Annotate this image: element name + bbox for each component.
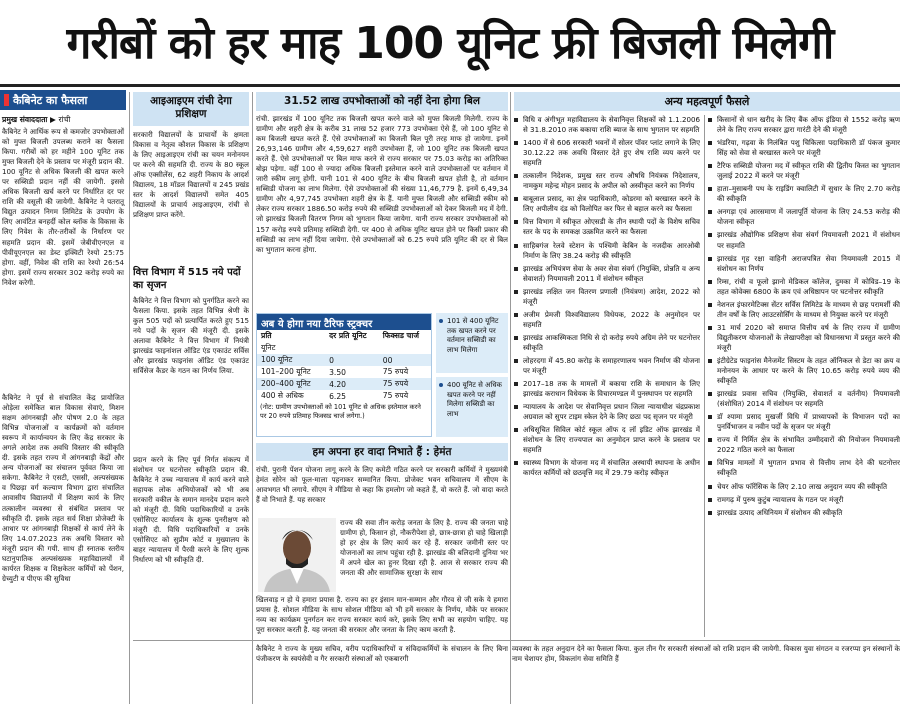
decisions-list-left bbox=[514, 115, 700, 479]
decision-item: अजीम प्रेमजी विश्वविद्यालय विधेयक, 2022 के अनुमोदन पर सहमति bbox=[514, 310, 700, 330]
tariff-box bbox=[256, 313, 432, 437]
decision-item: हाता–मुसाबनी पथ के राइडिंग क्वालिटी में सुधार के लिए 2.70 करोड़ की स्वीकृति bbox=[708, 184, 900, 204]
tariff-cell: 4.20 bbox=[329, 379, 346, 389]
tariff-row bbox=[257, 378, 431, 390]
divider bbox=[252, 92, 253, 704]
decision-item: झारखंड उत्पाद अधिनियम में संशोधन की स्वीकृति bbox=[708, 508, 900, 518]
decision-item: विधि व अंगीभूत महाविद्यालय के सेवानिवृत्त शिक्षकों को 1.1.2006 से 31.8.2010 तक बकाया राशि ब्याज के साथ भुगतान पर सहमति bbox=[514, 115, 700, 135]
tariff-cell: 0 bbox=[329, 355, 334, 365]
cabinet-paragraph-1: कैबिनेट ने आर्थिक रूप से कमजोर उपभोक्ताओं को मुफ्त बिजली उपलब्ध कराने का फैसला किया. गरीबों को हर महीने 100 यूनिट तक मुफ्त बिजली देने के प्रस्ताव पर मंजूरी प्रदान की. 100 यूनिट से अधिक बिजली की खपत करने पर सब्सिडी प्रदान नहीं की जायेगी. इससे अधिक बिजली खर्च करने पर निर्धारित दर पर राशि की वसूली की जायेगी. कैबिनेट ने पतरातू विद्युत उत्पादन निगम लिमिटेड के उपयोग के लिए आवंटित बनहर्दी कोल ब्लॉक के विकास के लिए निवेश के तौर-तरीकों के निर्धारण पर सहमति प्रदान की. इसमें जेबीवीएनएल व पीवीयूएनएल का डेब्ट इक्विटी रेश्यो 25:75 होगा. वहीं, निवेश की राशि का रेश्यो 26:54 होगा. इसमें राज्य सरकार 302 करोड़ रुपये का निवेश करेगी. bbox=[2, 127, 125, 287]
divider bbox=[129, 92, 130, 704]
tariff-cell: 100 यूनिट bbox=[261, 355, 293, 364]
tariff-row bbox=[257, 390, 431, 402]
tariff-note: (नोट: ग्रामीण उपभोक्ताओं को 101 यूनिट से अधिक इस्तेमाल करने पर 20 रुपये प्रतिमाह फिक्सड चार्ज लगेगा.) bbox=[260, 403, 421, 420]
decision-item: लोहरदगा में 45.80 करोड़ के समाहरणालय भवन निर्माण की योजना पर मंजूरी bbox=[514, 356, 700, 376]
tariff-title: अब ये होगा नया टैरिफ स्ट्रक्चर bbox=[257, 314, 431, 330]
bottom-text-2: व्यवस्था के तहत अनुदान देने का फैसला किया. कुल तीन गैर सरकारी संस्थाओं को राशि प्रदान की जायेगी. विकास युवा संगठन व रजरप्पा इन संस्थानों के नाम चेशायर होम, विकलांग सेवा समिति हैं bbox=[512, 644, 900, 664]
other-decisions-right bbox=[708, 115, 900, 637]
byline-name: प्रमुख संवाददाता bbox=[2, 115, 48, 124]
decision-item: झारखंड अभियंत्रण सेवा के अवर सेवा संवर्ग (नियुक्ति, प्रोन्नति व अन्य सेवाशर्त) नियमावली 2011 में संशोधन स्वीकृत bbox=[514, 264, 700, 284]
consumers-paragraph: रांची. झारखंड में 100 यूनिट तक बिजली खपत करने वाले को मुफ्त बिजली मिलेगी. राज्य के ग्रामीण और शहरी क्षेत्र के करीब 31 लाख 52 हजार 773 उपभोक्ता ऐसे हैं, जो 100 यूनिट से कम बिजली खपत करते हैं. ऐसे उपभोक्ताओं का बिजली बिल पूरी तरह माफ हो जायेगा. इनमें 26,93,146 ग्रामीण और 4,59,627 शहरी उपभोक्ता हैं, जो 100 यूनिट तक बिजली खपत करते हैं. ऐसे उपभोक्ताओं पर बिल माफ करने से राज्य सरकार पर 75.03 करोड़ का अतिरिक्त बोझ पड़ेगा. वहीं 100 से ज्यादा अधिक बिजली इस्तेमाल करने वाले उपभोक्ताओं पर वर्तमान में जारी स्कीम लागू होगी. यानी 101 से 400 यूनिट के बीच बिजली खपत होती है, तो वर्तमान सब्सिडी योजना का लाभ मिलेगा. ऐसे उपभोक्ताओं की संख्या 11,46,779 है. इनमें 6,49,34 ग्रामीण और 4,97,745 उपभोक्ता शहरी क्षेत्र के हैं. यानी मुफ्त बिजली और सब्सिडी स्कीम को लेकर राज्य सरकार 1886.50 करोड़ रुपये की सब्सिडी उपभोक्ताओं को देकर बिजली मद में देगी. जो झारखंड बिजली वितरण निगम को भुगतान किया जायेगा. यानी राज्य सरकार उपभोक्ताओं को 157 करोड़ रुपये प्रतिमाह सब्सिडी देगी. पर 400 से अधिक यूनिट खपत होने पर किसी प्रकार की सब्सिडी का लाभ नहीं दिया जायेगा. ऐसे उपभोक्ताओं को 6.25 रुपये प्रति यूनिट की दर से बिल का भुगतान करना होगा. bbox=[256, 114, 508, 254]
bottom-rule bbox=[133, 640, 900, 641]
section-label bbox=[0, 90, 126, 110]
decision-item: टैरिफ सब्सिडी योजना मद में स्वीकृत राशि की द्वितीय किस्त का भुगतान जुलाई 2022 में करने पर मंजूरी bbox=[708, 161, 900, 181]
decision-item: राज्य में निर्मित क्षेत्र के संभावित उम्मीदवारों की नियोजन नियमावली 2022 गठित करने का फैसला bbox=[708, 435, 900, 455]
decision-item: झारखंड आकस्मिकता निधि से दो करोड़ रुपये अग्रिम लेने पर घटनोत्तर स्वीकृति bbox=[514, 333, 700, 353]
decisions-list-right bbox=[708, 115, 900, 518]
tariff-cell: 75 रुपये bbox=[382, 379, 409, 388]
subsidy-note-text: 400 यूनिट से अधिक खपत करने पर नहीं मिलेगा सब्सिडी का लाभ bbox=[447, 381, 502, 418]
cabinet-paragraph-2: कैबिनेट ने पूर्व से संचालित केंद्र प्रायोजित ओड़ेला समेकित बाल विकास सेवाएं, मिशन सक्षम आंगनबाड़ी और पोषण 2.0 के तहत विभिन्न योजनाओं व कार्यक्रमों को वर्तमान स्वरूप में कार्यान्वयन के लिए केंद्र सरकार के अगले आदेश तक अवधि विस्तार की स्वीकृति दी. इसके तहत राज्य में आंगनबाड़ी केंद्रों और अन्य योजनाओं का संचालन पूर्ववत किया जा सकेगा. कैबिनेट ने एसटी, एससी, अल्पसंख्यक व पिछड़ा वर्ग कल्याण विभाग द्वारा संचालित आवासीय विद्यालयों में शिक्षण कार्य के लिए तत्कालीन व्यवस्था से संबंधित प्रस्ताव पर स्वीकृति दी. इसके तहत सर्व शिक्षा प्रोजेक्टी के आधार पर आंगनबाड़ी शिक्षकों से कार्य लेने के लिए 14.07.2023 तक अवधि विस्तार को मंजूरी प्रदान की गयी. साथ ही स्नातक स्तरीय घटानुपातिक अल्पसंख्यक महाविद्यालयों में कार्यरत शिक्षक व शिक्षकेतर कर्मियों को पेंशन, ग्रेच्युटी व पीएफ की सुविधा bbox=[2, 393, 124, 583]
byline-place: रांची bbox=[58, 115, 71, 124]
column-iim bbox=[133, 92, 249, 452]
tariff-header-row bbox=[257, 330, 431, 342]
decision-item: रिम्स, रांची व फूलो झानो मेडिकल कॉलेज, दुमका में कोविड–19 के तहत कोवेक्स 6800 के क्रय एवं अधिष्ठापन पर घटनोत्तर स्वीकृति bbox=[708, 277, 900, 297]
divider bbox=[510, 92, 511, 704]
tariff-row bbox=[257, 366, 431, 378]
finance-paragraph: कैबिनेट ने वित्त विभाग को पुनर्गठित करने का फैसला किया. इसके तहत विभिन्न श्रेणी के कुल 505 पदों को प्रत्यार्पित करते हुए 515 नये पदों के सृजन की मंजूरी दी. इसके अलावा कैबिनेट ने वित्त विभाग में नियंत्री झारखंड फाइनांशल ऑडिट एंड एकाउंट सर्विस और झारखंड फाइनांस ऑडिट एंड एकाउंट सर्विसेज कैडर के गठन का निर्णय लिया. bbox=[133, 296, 249, 376]
divider bbox=[704, 115, 705, 637]
tariff-cell: यूनिट bbox=[261, 343, 276, 352]
tariff-row bbox=[257, 354, 431, 366]
subsidy-notes bbox=[436, 313, 508, 437]
tariff-cell: 400 से अधिक bbox=[261, 391, 304, 400]
person-photo-icon bbox=[258, 518, 336, 592]
decision-item: झारखंड औद्योगिक प्रशिक्षण सेवा संवर्ग नियमावली 2021 में संशोधन पर सहमति bbox=[708, 230, 900, 250]
tariff-cell bbox=[325, 342, 379, 354]
decision-item: 31 मार्च 2020 को समाप्त वित्तीय वर्ष के लिए राज्य में ग्रामीण विद्युतीकरण योजनाओं के लेखापरीक्षा को विधानसभा में प्रस्तुत करने की मंजूरी bbox=[708, 323, 900, 353]
headline: गरीबों को हर माह 100 यूनिट फ्री बिजली मिलेगी bbox=[66, 18, 834, 69]
hemant-photo bbox=[258, 518, 336, 592]
bullet-icon bbox=[439, 383, 443, 387]
hemant-paragraph-3: खिलवाड़ न हो ये हमारा प्रयास है. राज्य का हर इंसान मान-सम्मान और गौरव से जी सके ये हमारा प्रयास है. सोशल मीडिया के साथ सोशल मीडिया को भी हमें सरकार के निर्णय, मौके पर सरकार नव्य का कार्यक्रम पुनर्गठन कर राज्य सरकार कार्य करे, इसके लिए सभी का सहयोग चाहिए. यह पूरा सरकार करती है. यह जनता की सरकार और जनता के लिए काम करती है. bbox=[256, 595, 508, 635]
hemant-paragraph-2: राज्य की सवा तीन करोड़ जनता के लिए है. राज्य की जनता चाहे ग्रामीण हो, किसान हो, नौकरीपेशा हो, छात्र-छात्रा हो चाहे खिलाड़ी हो हर क्षेत्र के लिए कार्य कर रहे हैं. सरकार जमीनी स्तर पर योजनाओं का लाभ पहुंचा रही है. झारखंड की बलिदानी दुनिया भर में अपने खेल का हुनर दिखा रही है. आज से सरकार राज्य की जनता की और सामाजिक सुरक्षा के साथ bbox=[340, 518, 508, 578]
decision-item: बाबूलाल प्रसाद, का क्षेत्र पदाधिकारी, कोडरमा को बरखास्त करने के लिए अपीलीय दंड को विलोपित कर फिर से बहाल करने का फैसला bbox=[514, 194, 700, 214]
tariff-cell: 101–200 यूनिट bbox=[261, 367, 311, 376]
tariff-cell: 75 रुपये bbox=[382, 367, 409, 376]
tariff-cell: 00 bbox=[382, 355, 393, 365]
subsidy-note-1 bbox=[436, 313, 508, 373]
decision-item: वित्त विभाग में स्वीकृत ओएसडी के तीन स्थायी पदों के विशेष सचिव स्तर के पद के समकक्ष उत्क्रमित करने का फैसला bbox=[514, 217, 700, 237]
consumers-heading: 31.52 लाख उपभोक्ताओं को नहीं देना होगा बिल bbox=[256, 92, 508, 111]
decision-item: विभिन्न मामलों में भुगतान प्रभाव से वित्तीय लाभ देने की घटनोत्तर स्वीकृति bbox=[708, 458, 900, 478]
decision-item: 2017–18 तक के मामलों में बकाया राशि के समाधान के लिए झारखंड कराधान विधेयक के विचारमण्डल में पुनस्थापन पर सहमति bbox=[514, 379, 700, 399]
decision-item: न्यायालय के आदेश पर सेवानिवृत्त प्रधान जिला न्यायाधीश चंद्रप्रकाश अग्रवाल को सुपर टाइम स्केल देने के लिए छठा पद सृजन पर मंजूरी bbox=[514, 402, 700, 422]
decision-item: किसानों से धान खरीद के लिए बैंक ऑफ इंडिया से 1552 करोड़ ऋण लेने के लिए राज्य सरकार द्वारा गारंटी देने की मंजूरी bbox=[708, 115, 900, 135]
headline-rule bbox=[0, 84, 900, 87]
col2-continued-text: प्रदान करने के लिए पूर्व निर्गत संकल्प में संशोधन पर घटनोत्तर स्वीकृति प्रदान की. कैबिनेट ने उच्च न्यायालय में कार्य करने वाले सहायक लोक अभियोजकों को भी अब सरकारी वकील के समान मानदेय प्रदान करने को मंजूरी दी. विधि पदाधिकारियों व उनके एसोसिएट कार्यालय के शुल्क पुनरीक्षण को मंजूरी दी. विधि पदाधिकारियों व उनके एसोसिएट को सुप्रीम कोर्ट व मुख्यालय के बाहर न्यायालय में पैरवी करने के लिए शुल्क निर्धारण को भी स्वीकृति दी. bbox=[133, 455, 249, 565]
decision-item: चेयर ऑफ फॉरेंसिक के लिए 2.10 लाख अनुदान व्यय की स्वीकृति bbox=[708, 482, 900, 492]
decision-item: भंडरिया, गढ़वा के निलंबित पशु चिकित्सा पदाधिकारी डॉ पंकज कुमार सिंह को सेवा से बरखास्त करने पर मंजूरी bbox=[708, 138, 900, 158]
bottom-text-1: कैबिनेट ने राज्य के मुख्य सचिव, वरीय पदाधिकारियों व संविदाकर्मियों के संचालन के लिए बिना पंजीकरण के स्वयंसेवी व गैर सरकारी संस्थाओं को एकबारगी bbox=[256, 644, 508, 664]
decision-item: तत्कालीन निदेशक, प्रमुख स्तर राज्य औषधि नियंत्रक निदेशालय, नामकुम महेन्द्र मोहन प्रसाद के अपील को अस्वीकृत करने का निर्णय bbox=[514, 171, 700, 191]
decision-item: रामगढ़ में पुरुष कुटुंब न्यायालय के गठन पर मंजूरी bbox=[708, 495, 900, 505]
decision-item: 1400 में से 606 सरकारी भवनों में सोलर पॉवर प्लांट लगाने के लिए 30.12.22 तक अवधि विस्तार देते हुए शेष राशि व्यय करने पर सहमति bbox=[514, 138, 700, 168]
decision-item: स्वास्थ्य विभाग के योजना मद में संचालित अस्थायी स्थापना के अधीन कार्यरत कर्मियों को छठवृत्ति मद में 29.79 करोड़ स्वीकृत bbox=[514, 458, 700, 478]
bullet-icon bbox=[439, 319, 443, 323]
finance-heading: वित्त विभाग में 515 नये पदों का सृजन bbox=[133, 267, 241, 291]
tariff-header-cell: फिक्सड चार्ज bbox=[382, 331, 419, 340]
iim-heading: आइआइएम रांची देगा प्रशिक्षण bbox=[133, 92, 249, 126]
decision-item: अनगड़ा एवं आरसमाण में जलापूर्ति योजना के लिए 24.53 करोड़ की योजना स्वीकृत bbox=[708, 207, 900, 227]
column-cabinet-decision bbox=[0, 90, 126, 706]
other-decisions-heading: अन्य महत्वपूर्ण फैसले bbox=[514, 92, 900, 111]
subsidy-note-text: 101 से 400 यूनिट तक खपत करने पर वर्तमान सब्सिडी का लाभ मिलेगा bbox=[447, 317, 499, 354]
decision-item: झारखंड लक्षित जन वितरण प्रणाली (नियंत्रण) आदेश, 2022 को मंजूरी bbox=[514, 287, 700, 307]
tariff-row bbox=[257, 342, 431, 354]
byline bbox=[2, 115, 124, 125]
decision-item: नेशनल इंफारमेटिक्स सेंटर सर्विस लिमिटेड के माध्यम से छह परामर्शी की तीन वर्षों के लिए आउटसोर्सिंग के माध्यम से नियुक्त करने पर मंजूरी bbox=[708, 300, 900, 320]
col2-bottom-text bbox=[133, 644, 249, 706]
tariff-cell bbox=[379, 342, 431, 354]
decision-item: इंटीग्रेटेड फाइनांस मैनेजमेंट सिस्टम के तहत ऑनिकल से डेटा का क्रय व मनोनयन के आधार पर करने के लिए 10.65 करोड़ रुपये व्यय की स्वीकृति bbox=[708, 356, 900, 386]
decision-item: अधिसूचित सिविल कोर्ट स्कूल ऑफ द लॉ इडिट ऑफ झारखंड में संशोधन के लिए राज्यपाल का अनुमोदन प्राप्त करने के प्रस्ताव पर सहमति bbox=[514, 425, 700, 455]
tariff-table bbox=[257, 330, 431, 402]
iim-paragraph: सरकारी विद्यालयों के प्राचार्यों के क्षमता विकास व नेतृत्व कौशल विकास के प्रशिक्षण के लिए आइआइएम रांची का चयन मनोनयन पर करने की सहमति दी. राज्य के 80 स्कूल ऑफ एक्सीलेंस, 62 शहरी निकाय के आदर्श विद्यालय, 18 मॉडल विद्यालयों व 245 प्रखंड स्तर के आदर्श विद्यालयों समेत 405 विद्यालयों के प्राचार्य आइआइएम, रांची से प्रशिक्षण प्राप्त करेंगे. bbox=[133, 130, 249, 220]
other-decisions-left bbox=[514, 115, 700, 637]
hemant-paragraph-1: रांची. पुरानी पेंशन योजना लागू करने के लिए कमेटी गठित करने पर सरकारी कर्मियों ने मुख्यमंत्री हेमंत सोरेन को फूल-माला पहनाकर सम्मानित किया. प्रोजेक्ट भवन सचिवालय में सीएम के आवभगत भी लगाये. सीएम ने मीडिया से कहा कि हमलोग जो कहते हैं, वो करते हैं. जो वादा करते हैं वो निभाते हैं. यह सरकार bbox=[256, 465, 508, 505]
decision-item: साहिबगंज रेलवे स्टेशन के पश्चिमी केबिन के नजदीक आरओबी निर्माण के लिए 38.24 करोड़ की स्वीकृति bbox=[514, 241, 700, 261]
tariff-header-cell: दर प्रति यूनिट bbox=[329, 331, 367, 340]
decision-item: झारखंड प्रवास सचिव (नियुक्ति, सेवाशर्त व वर्तनीय) नियमावली (संशोधित) 2014 में संशोधन पर सहमति bbox=[708, 389, 900, 409]
decision-item: झारखंड गृह रक्षा वाहिनी अराजपत्रित सेवा नियमावली 2015 में संशोधन का निर्णय bbox=[708, 254, 900, 274]
tariff-cell: 200–400 यूनिट bbox=[261, 379, 311, 388]
tariff-cell: 75 रुपये bbox=[382, 391, 409, 400]
tariff-header-cell: प्रति bbox=[261, 331, 272, 340]
label-marker-icon bbox=[4, 94, 9, 106]
place-arrow-icon: ▶ bbox=[50, 115, 56, 124]
decision-item: डॉ श्यामा प्रसाद मुखर्जी विधि में प्राध्यापकों के विभाजन पदों का पुनर्विभाजन व नवीन पदों के सृजन पर मंजूरी bbox=[708, 412, 900, 432]
section-label-text: कैबिनेट का फैसला bbox=[13, 93, 88, 107]
subsidy-note-2 bbox=[436, 377, 508, 437]
tariff-cell: 3.50 bbox=[329, 367, 346, 377]
hemant-heading: हम अपना हर वादा निभाते हैं : हेमंत bbox=[256, 443, 508, 461]
tariff-cell: 6.25 bbox=[329, 391, 346, 401]
